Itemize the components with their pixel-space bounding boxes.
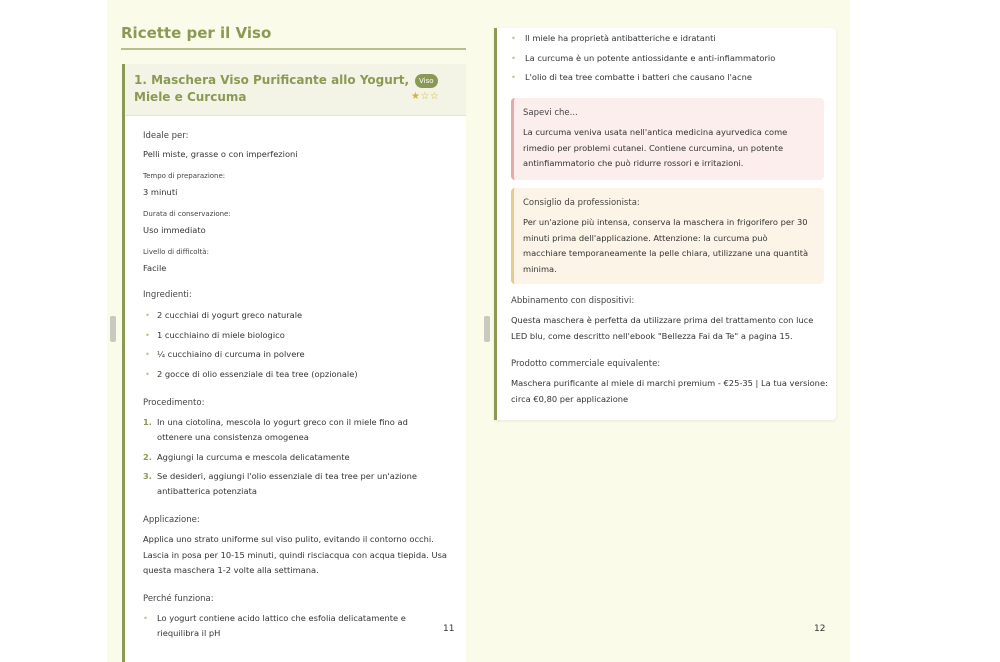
storage-label: Durata di conservazione: — [143, 210, 231, 218]
ideal-value: Pelli miste, grasse o con imperfezioni — [143, 149, 298, 159]
recipe-card-continued: • Il miele ha proprietà antibatteriche e idratanti • La curcuma è un potente antiossidante e anti-infiammatorio • L'olio di tea tree combatte i batteri che causano l'acne Sapevi che... La curcuma veniva usata nell'antica medicina ayurvedica come rimedio per problemi cutanei. Contiene curcumina, un potente antinfiammatorio che può ridurre rossori e irritazioni. Consiglio da professionista: Per un'azione più intensa, conserva la maschera in frigorifero per 30 minuti prima dell'applicazione. Attenzione: la curcuma può macchiare temporaneamente la pelle chiara, utilizzane una quantità minima. Abbinamento con dispositivi: Questa maschera è perfetta da utilizzare prima del trattamento con luce LED blu, come descritto nell'ebook "Bellezza Fai da Te" a pagina 15. Prodotto commerciale equivalente: Maschera purificante al miele di marchi premium - €25-35 | La tua versione: circa €0,80 per applicazione — [494, 28, 836, 420]
heading-divider — [121, 48, 466, 50]
pro-tip-text: Per un'azione più intensa, conserva la maschera in frigorifero per 30 minuti prima dell'applicazione. Attenzione: la curcuma può macchiare temporaneamente la pelle chiara, utilizzane una quantità minima. — [523, 217, 809, 274]
application-label: Applicazione: — [143, 515, 200, 525]
procedure-label: Procedimento: — [143, 398, 205, 408]
difficulty-label: Livello di difficoltà: — [143, 248, 209, 256]
did-you-know-text: La curcuma veniva usata nell'antica medicina ayurvedica come rimedio per problemi cutanei. Contiene curcumina, un potente antinfiammatorio che può ridurre rossori e irritazioni. — [523, 127, 788, 168]
recipe-card-header — [125, 64, 466, 116]
page-number-left: 11 — [443, 624, 455, 634]
ingredients-label: Ingredienti: — [143, 290, 192, 300]
publisher-logo — [110, 316, 116, 342]
left-page — [107, 0, 478, 662]
did-you-know-title: Sapevi che... — [523, 108, 578, 118]
category-badge: Viso — [415, 74, 438, 88]
device-label: Abbinamento con dispositivi: — [511, 296, 635, 306]
did-you-know-box — [511, 98, 824, 180]
page-number-right: 12 — [814, 624, 826, 634]
difficulty-value: Facile — [143, 263, 167, 273]
page-heading: Ricette per il Viso — [121, 24, 272, 42]
recipe-card: 1. Maschera Viso Purificante allo Yogurt, Miele e Curcuma Viso ★☆☆ Ideale per: Pelli miste, grasse o con imperfezioni Tempo di preparazione: 3 minuti Durata di conservazione: Uso immediato Livello di difficoltà: Facile Ingredienti: • 2 cucchiai di yogurt greco naturale • 1 cucchiaino di miele biologico • ¼ cucchiaino di curcuma in polvere • 2 gocce di olio essenziale di tea tree (opzionale) Procedimento: 1. In una ciotolina, mescola lo yogurt greco con il miele fino ad ottenere una consistenza omogenea 2. Aggiungi la curcuma e mescola delicatamente 3. Se desideri, aggiungi l'olio essenziale di tea tree per un'azione antibatterica potenziata Applicazione: Applica uno strato uniforme sul viso pulito, evitando il contorno occhi. Lascia in posa per 10-15 minuti, quindi risciacqua con acqua tiepida. Usa questa maschera 1-2 volte alla settimana. Perché funziona: • Lo yogurt contiene acido lattico che esfolia delicatamente e riequilibra il pH — [122, 64, 466, 662]
ideal-label: Ideale per: — [143, 131, 189, 141]
why-label: Perché funziona: — [143, 594, 214, 604]
commercial-text: Maschera purificante al miele di marchi premium - €25-35 | La tua versione: circa €0,80 per applicazione — [511, 378, 828, 404]
device-text: Questa maschera è perfetta da utilizzare prima del trattamento con luce LED blu, come descritto nell'ebook "Bellezza Fai da Te" a pagina 15. — [511, 315, 814, 341]
application-text: Applica uno strato uniforme sul viso pulito, evitando il contorno occhi. Lascia in posa per 10-15 minuti, quindi risciacqua con acqua tiepida. Usa questa maschera 1-2 volte alla settimana. — [143, 534, 447, 575]
storage-value: Uso immediato — [143, 225, 206, 235]
prep-label: Tempo di preparazione: — [143, 172, 226, 180]
pro-tip-title: Consiglio da professionista: — [523, 198, 640, 208]
commercial-label: Prodotto commerciale equivalente: — [511, 359, 661, 369]
recipe-title: 1. Maschera Viso Purificante allo Yogurt, Miele e Curcuma — [134, 73, 410, 104]
pro-tip-box — [511, 188, 824, 284]
difficulty-stars-icon: ★☆☆ — [411, 91, 440, 102]
book-spread — [107, 0, 850, 662]
publisher-logo — [484, 316, 490, 342]
prep-value: 3 minuti — [143, 187, 178, 197]
